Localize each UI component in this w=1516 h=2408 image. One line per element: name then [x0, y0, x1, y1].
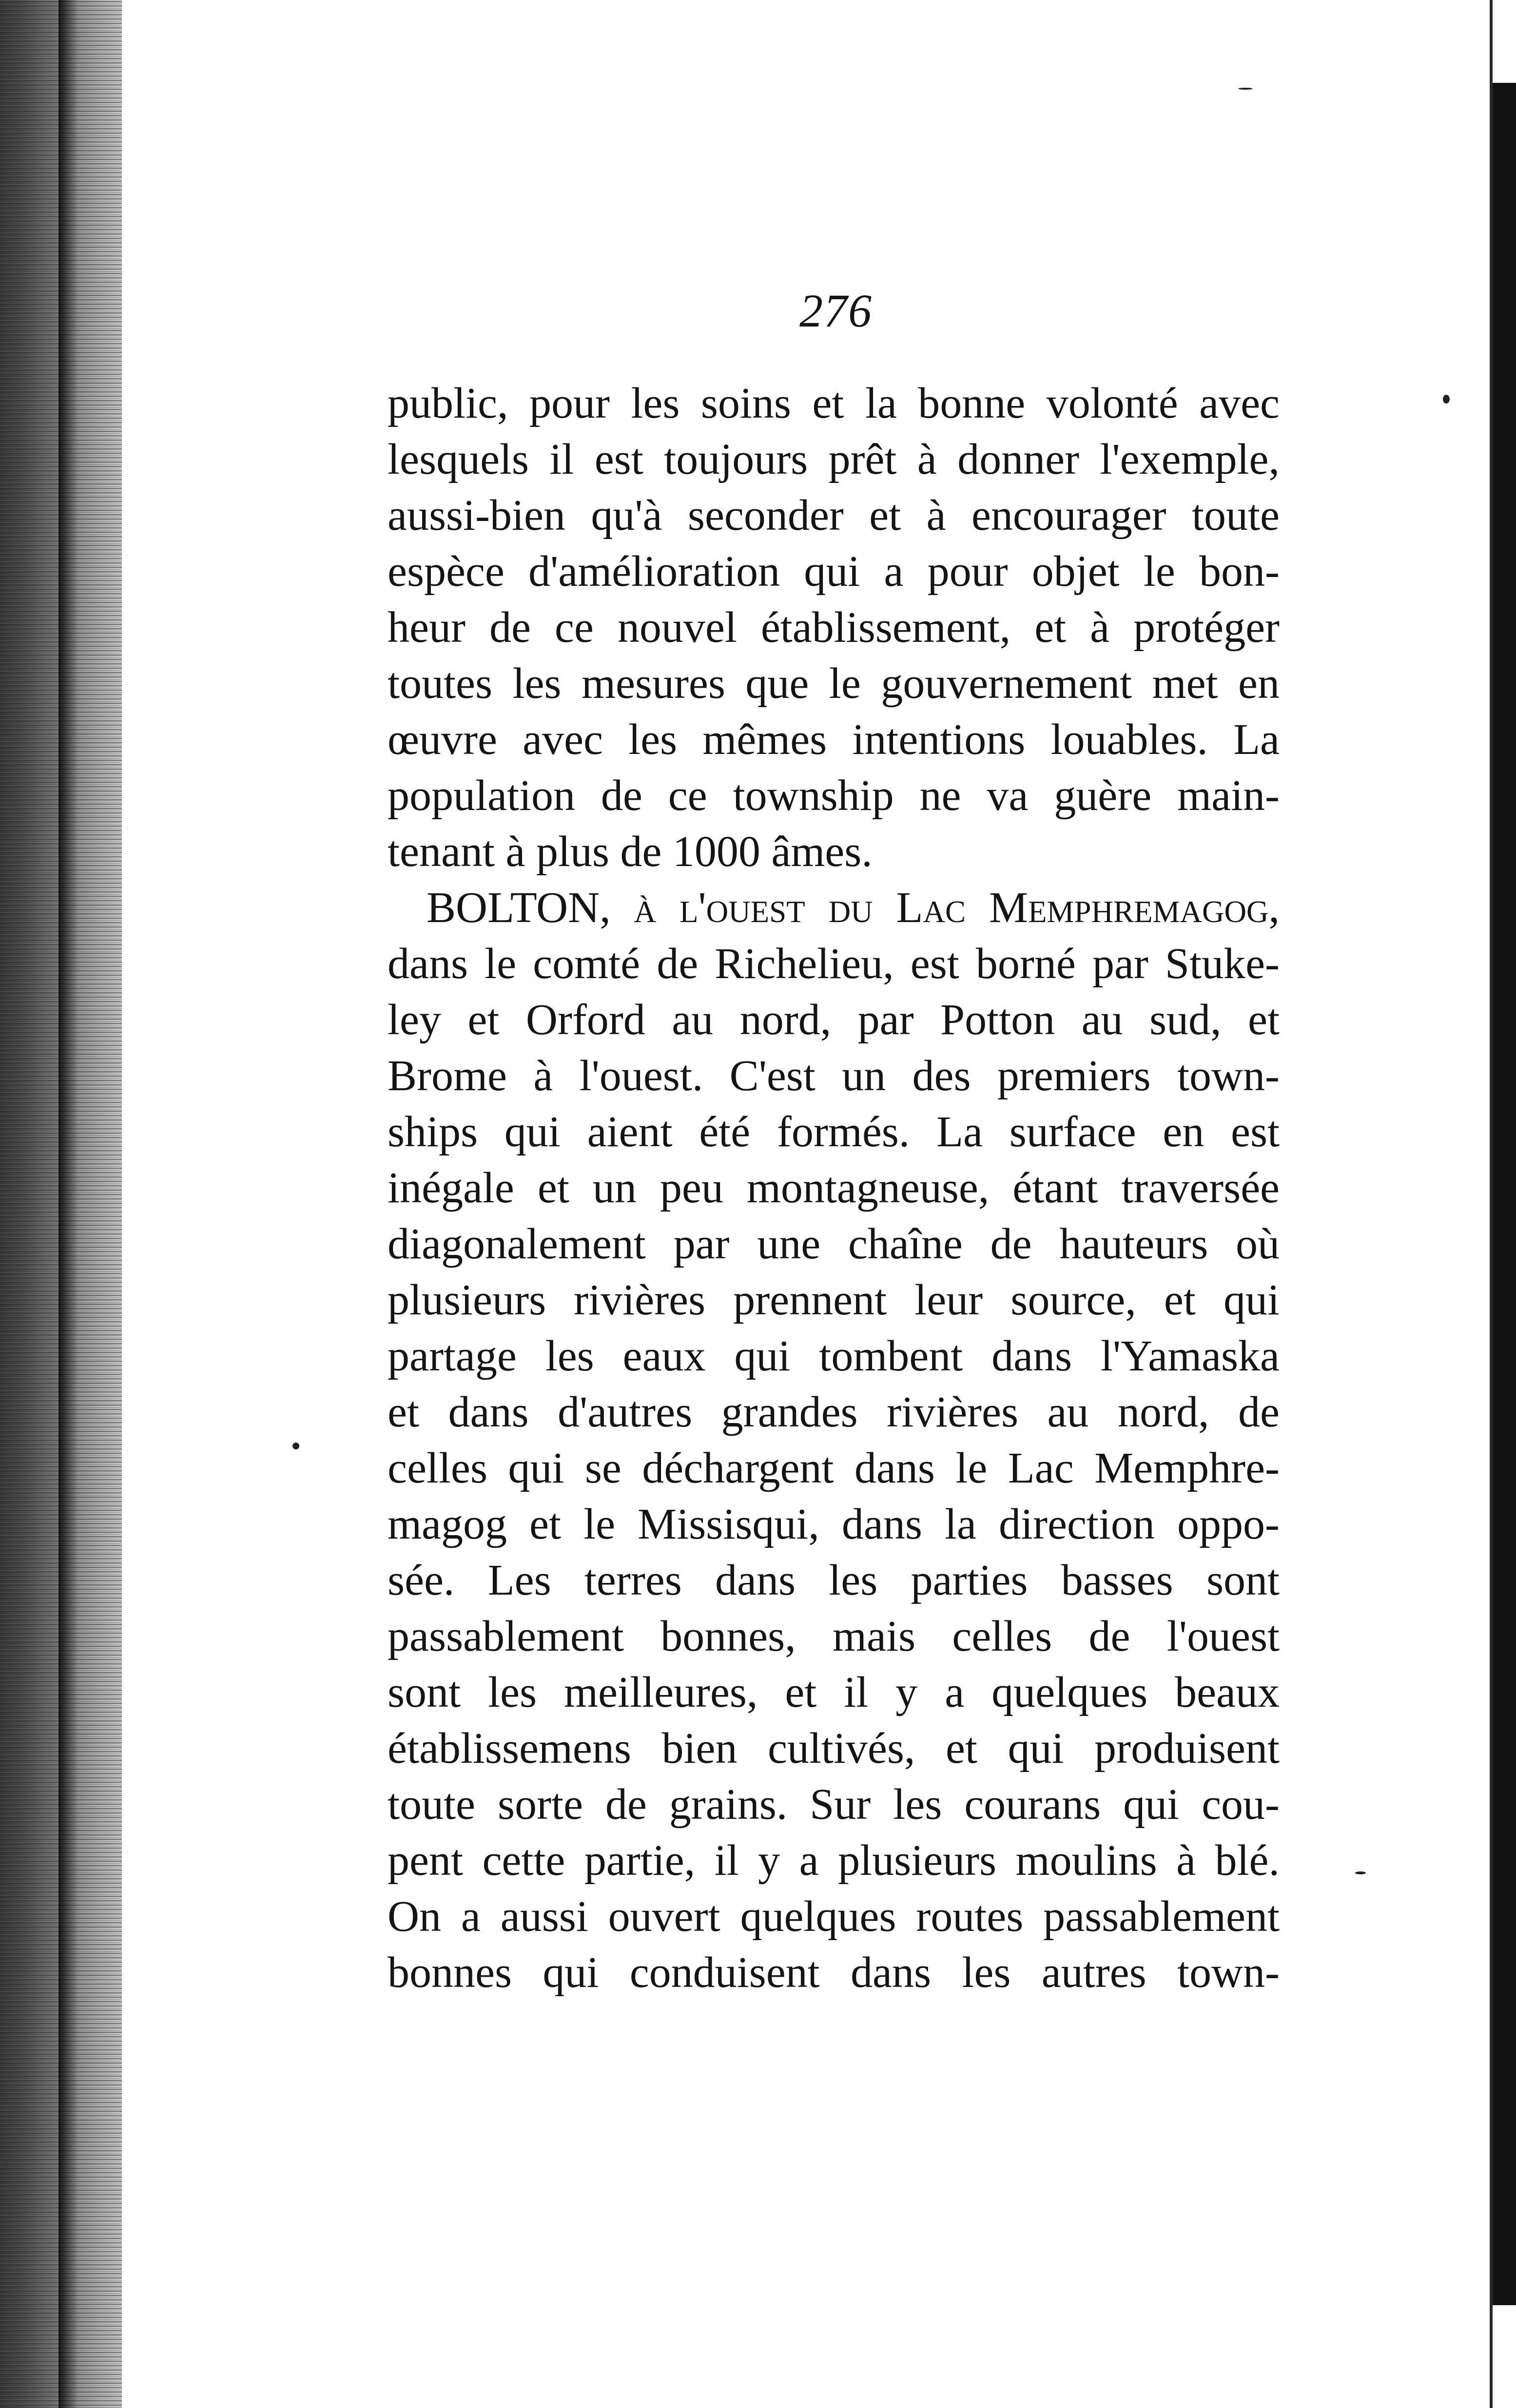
text-line: plusieurs rivières prennent leur source, et qui [388, 1276, 1280, 1324]
facing-page-edge [1493, 83, 1516, 2305]
text-line: On a aussi ouvert quelques routes passablement [388, 1892, 1280, 1941]
text-line: et dans d'autres grandes rivières au nord, de [388, 1388, 1280, 1436]
text-line: aussi-bien qu'à seconder et à encourager toute [388, 491, 1280, 539]
scan-speck [1238, 88, 1253, 90]
text-line: ships qui aient été formés. La surface en est [388, 1108, 1280, 1156]
text-line: inégale et un peu montagneuse, étant traversée [388, 1164, 1280, 1212]
text-line: lesquels il est toujours prêt à donner l'exemple, [388, 435, 1280, 483]
text-line: pent cette partie, il y a plusieurs moulins à blé. [388, 1836, 1280, 1885]
text-line: passablement bonnes, mais celles de l'ouest [388, 1612, 1280, 1660]
paragraph-start-line: BOLTON, à l'ouest du Lac Memphremagog, [427, 884, 1280, 932]
text-line: partage les eaux qui tombent dans l'Yamaska [388, 1332, 1280, 1380]
text-line: ley et Orford au nord, par Potton au sud, et [388, 996, 1280, 1044]
text-line: magog et le Missisqui, dans la direction oppo- [388, 1500, 1280, 1548]
scan-speck [1355, 1871, 1366, 1874]
scan-speck [292, 1443, 299, 1449]
binding-shadow [58, 0, 78, 2408]
text-line: œuvre avec les mêmes intentions louables. La [388, 715, 1280, 764]
body-text [388, 375, 1280, 2001]
text-line: Brome à l'ouest. C'est un des premiers town- [388, 1052, 1280, 1100]
text-line: bonnes qui conduisent dans les autres town- [388, 1948, 1280, 1997]
text-line: celles qui se déchargent dans le Lac Memphre- [388, 1444, 1280, 1492]
text-line: sont les meilleures, et il y a quelques beaux [388, 1668, 1280, 1716]
text-line: dans le comté de Richelieu, est borné par Stuke- [388, 940, 1280, 988]
scan-speck [1443, 395, 1450, 404]
text-line: population de ce township ne va guère main- [388, 771, 1280, 820]
text-line: heur de ce nouvel établissement, et à protéger [388, 603, 1280, 652]
text-line: public, pour les soins et la bonne volonté avec [388, 379, 1280, 427]
text-line: toute sorte de grains. Sur les courans qui cou- [388, 1780, 1280, 1829]
text-line: tenant à plus de 1000 âmes. [388, 828, 873, 876]
text-line: toutes les mesures que le gouvernement met en [388, 659, 1280, 708]
page-number: 276 [799, 285, 873, 337]
text-line: établissemens bien cultivés, et qui produisent [388, 1724, 1280, 1772]
text-line: sée. Les terres dans les parties basses sont [388, 1556, 1280, 1604]
text-line: espèce d'amélioration qui a pour objet le bon- [388, 547, 1280, 596]
text-line: diagonalement par une chaîne de hauteurs où [388, 1220, 1280, 1268]
